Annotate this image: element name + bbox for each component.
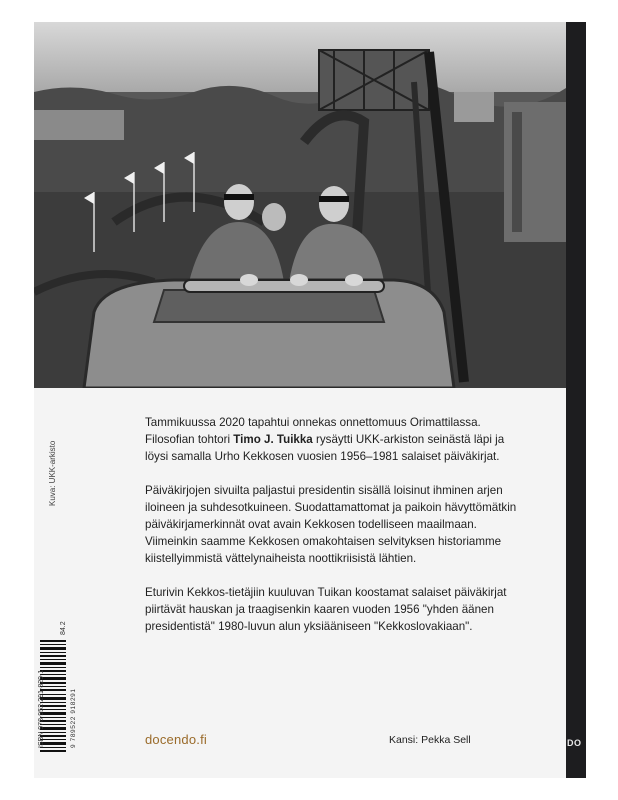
blurb-paragraph-3: Eturivin Kekkos-tietäjiin kuuluvan Tuikan koostamat salaiset päiväkirjat piirtävät hauskan ja traagisenkin kaaren vuoden 1956 "yhden äänen presidentistä" 1980-luvun alun yksiääniseen "Kekkoslovakiaan". (145, 586, 507, 633)
cover-credit: Kansi: Pekka Sell (389, 734, 471, 746)
photo-credit: Kuva: UKK-arkisto (48, 440, 57, 506)
rollercoaster-photo (34, 22, 566, 388)
author-name: Timo J. Tuikka (233, 433, 313, 446)
cover-photo (34, 22, 566, 388)
blurb-paragraph-1: Tammikuussa 2020 tapahtui onnekas onnettomuus Orimattilassa. Filosofian tohtori Timo J. Tuikka rysäytti UKK-arkiston seinästä läpi ja löysi samalla Urho Kekkosen vuosien 1956–1981 salaiset päiväkirjat. (145, 416, 505, 463)
barcode-digits: 9 789522 918291 (70, 688, 77, 748)
blurb-text (145, 414, 525, 652)
book-spine (566, 22, 586, 778)
price-code: 84.2 (60, 621, 67, 635)
publisher-url: docendo.fi (145, 732, 207, 747)
blurb-paragraph-2: Päiväkirjojen sivuilta paljastui presidentin sisällä loisinut ihminen arjen iloineen ja suhdesotkuineen. Suodattamattomat ja paikoin hävyttömätkin päiväkirjamerkinnät ovat avain Kekkosen todelliseen maailmaan. Viimeinkin saamme Kekkosen omakohtaisen selvityksen historiamme kiistellyimmistä vättelynaiheista noottikriisistä lähtien. (145, 484, 517, 565)
isbn-text: ISBN 978-952-291-829-1 (38, 669, 45, 748)
spine-text: DO (567, 738, 582, 748)
